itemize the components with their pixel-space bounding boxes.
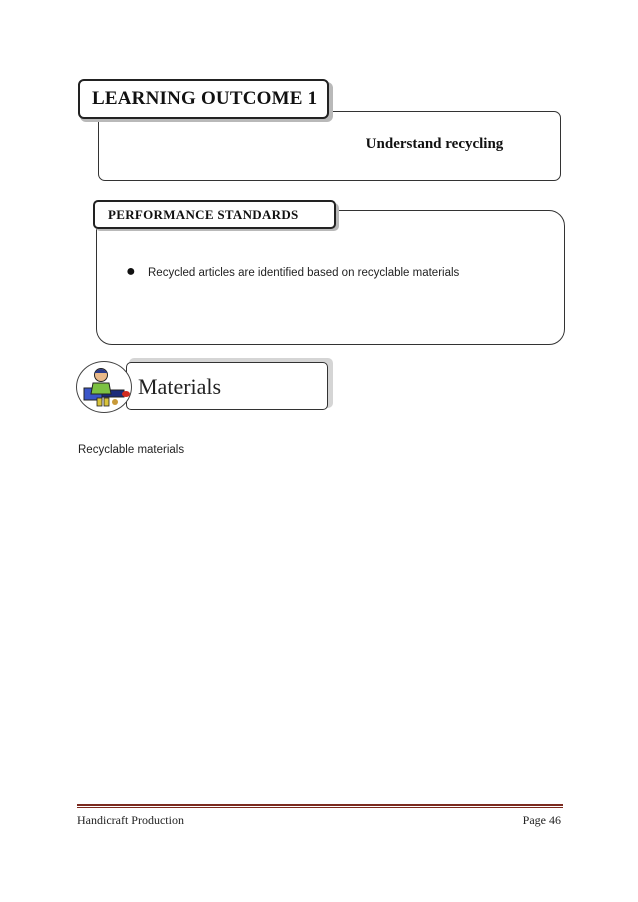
student-at-desk-icon	[82, 364, 132, 410]
learning-outcome-tab: LEARNING OUTCOME 1	[78, 79, 329, 119]
materials-heading: Materials	[126, 362, 328, 410]
learning-outcome-subtitle: Understand recycling	[365, 136, 504, 152]
footer-rule-thin	[77, 807, 563, 808]
page-number: Page 46	[522, 813, 561, 827]
performance-standards-tab: PERFORMANCE STANDARDS	[93, 200, 336, 229]
body-paragraph: Recyclable materials	[78, 444, 185, 456]
footer-title: Handicraft Production	[77, 813, 184, 827]
performance-standard-item: Recycled articles are identified based on recyclable materials	[148, 267, 460, 279]
footer-rule	[77, 804, 563, 806]
bullet-icon: ●	[126, 263, 136, 280]
